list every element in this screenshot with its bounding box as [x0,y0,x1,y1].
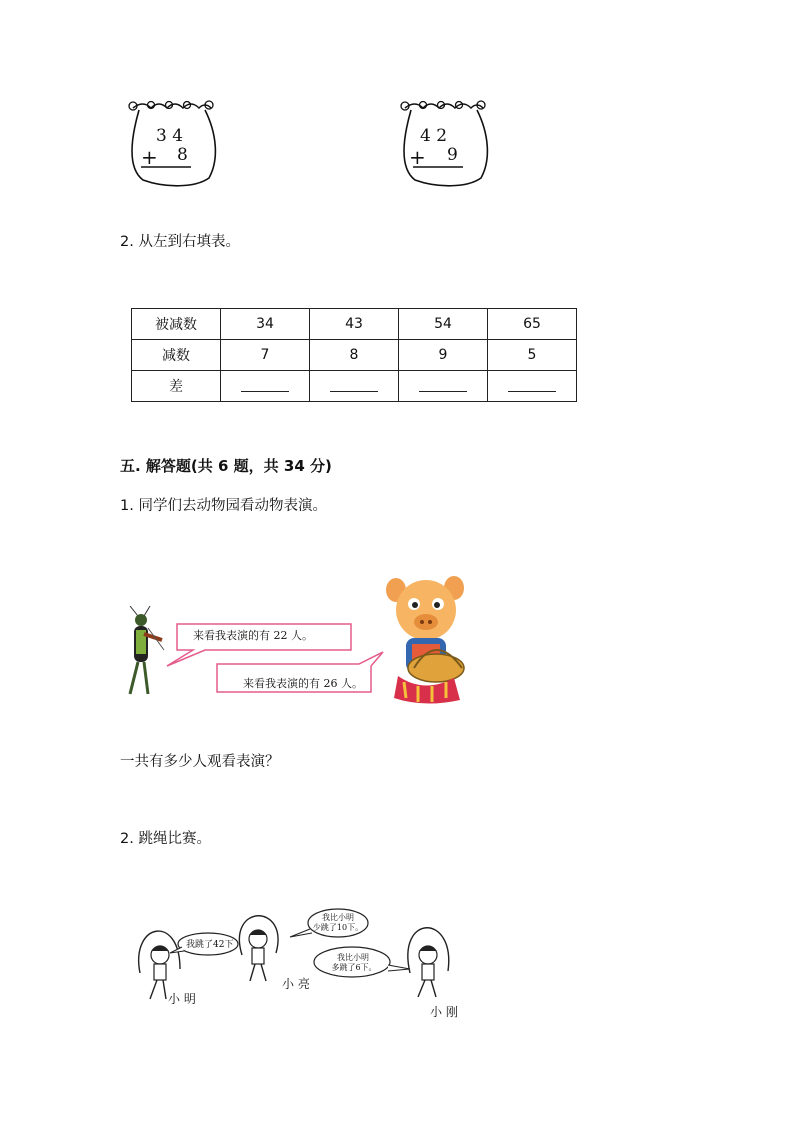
speech-xiaoming: 我跳了42下 [186,940,234,950]
speech-bubble-right: 来看我表演的有 26 人。 [243,677,363,690]
table-cell: 8 [310,340,399,371]
table-row [132,371,577,402]
addition-bag-2 [397,98,497,188]
answer-blank-cell[interactable] [310,371,399,402]
row-label: 减数 [132,340,221,371]
name-xiaoliang: 小 亮 [282,977,310,991]
table-cell: 43 [310,309,399,340]
answer-blank-cell[interactable] [221,371,310,402]
name-xiaogang: 小 刚 [430,1005,458,1019]
answer-blank-cell[interactable] [399,371,488,402]
table-cell: 9 [399,340,488,371]
table-cell: 34 [221,309,310,340]
section-5-title: 五. 解答题(共 6 题，共 34 分) [120,457,332,475]
table-cell: 54 [399,309,488,340]
answer-blank-cell[interactable] [488,371,577,402]
addition-bag-1 [125,98,225,188]
problem-2-title: 2. 跳绳比赛。 [120,831,211,847]
problem-1-question: 一共有多少人观看表演？ [120,754,280,770]
bag-1-op: + [141,145,158,169]
table-cell: 65 [488,309,577,340]
row-label: 差 [132,371,221,402]
speech-xiaoliang-line1: 我比小明 [322,913,354,922]
question-2-fill-table: 2. 从左到右填表。 [120,234,240,250]
table-row [132,309,577,340]
answer-blank[interactable] [330,377,378,392]
answer-blank[interactable] [241,377,289,392]
subtraction-table [131,308,577,402]
table-row [132,340,577,371]
bag-2-top: 4 2 [420,126,448,146]
speech-xiaogang-line2: 多跳了6下。 [331,963,377,972]
speech-xiaoliang-line2: 少跳了10下。 [312,923,364,932]
table-cell: 5 [488,340,577,371]
name-xiaoming: 小 明 [168,992,196,1006]
cricket-violinist-icon [118,606,168,698]
speech-xiaogang-line1: 我比小明 [337,953,369,962]
bag-1-top: 3 4 [156,126,184,146]
bag-2-bottom: 9 [447,145,458,165]
bag-2-op: + [409,145,426,169]
pig-with-basket-icon [384,572,470,706]
table-cell: 7 [221,340,310,371]
speech-bubble-left: 来看我表演的有 22 人。 [193,629,313,642]
problem-1-title: 1. 同学们去动物园看动物表演。 [120,498,327,514]
answer-blank[interactable] [508,377,556,392]
bag-1-bottom: 8 [177,145,188,165]
row-label: 被减数 [132,309,221,340]
answer-blank[interactable] [419,377,467,392]
